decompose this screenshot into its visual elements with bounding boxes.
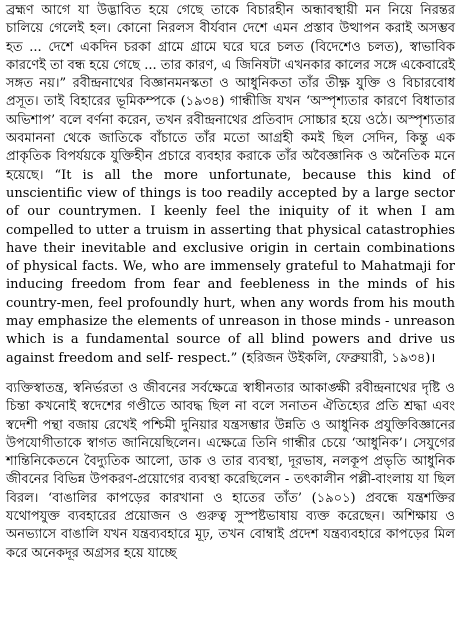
paragraph-gandhi-critique [6,2,455,368]
paragraph-gap [6,368,455,380]
english-quote: “It is all the more unfortunate, because this kind of unscientific view of things is too readily accepted by a large sector of our countrymen. I keenly feel the iniquity of it when I am compelled to utter a truism in asserting that physical catastrophies have their inevitable and exclusive origin in certain combinations of physical facts. We, who are immensely grateful to Mahatmaji for inducing freedom from fear and feebleness in the minds of his country-men, feel profoundly hurt, when any words from his mouth may emphasize the elements of unreason in those minds - unreason which is a fundamental source of all blind powers and drive us against freedom and self- respect.” [6,167,456,366]
paragraph-modernity: ব্যক্তিস্বাতন্ত্র, স্বনির্ভরতা ও জীবনের সর্বক্ষেত্রে স্বাধীনতার আকাঙ্ক্ষী রবীন্দ্রনাথের দৃষ্টি ও চিন্তা কখনোই স্বদেশের গণ্ডীতে আবদ্ধ ছিল না বলে সনাতন ঐতিহ্যের প্রতি শ্রদ্ধা এবং স্বদেশী পন্থা বজায় রেখেই পশ্চিমী দুনিয়ার যন্ত্রসম্ভার উন্নতি ও আধুনিক প্রযুক্তিবিজ্ঞানের উপযোগীতাকে স্বাগত জানিয়েছিলেন। এক্ষেত্রে তিনি গান্ধীর চেয়ে ‘আধুনিক’। সেযুগের শান্তিনিকেতনে বৈদ্যুতিক আলো, ডাক ও তার ব্যবস্থা, দূরভাষ, নলকূপ প্রভৃতি আধুনিক জীবনের বিভিন্ন উপকরণ-প্রয়োগের ব্যবস্থা করেছিলেন - তৎকালীন পল্লী-বাংলায় যা ছিল বিরল। ‘বাঙালির কাপড়ের কারখানা ও হাতের তাঁত’ (১৯০১) প্রবন্ধে যন্ত্রশক্তির যথোপযুক্ত ব্যবহারের প্রয়োজন ও গুরুত্ব সুস্পষ্টভাষায় ব্যক্ত করেছেন। অশিক্ষায় ও অনভ্যাসে বাঙালি যখন যন্ত্রব্যবহারে মূঢ়, তখন বোম্বাই প্রদেশ যন্ত্রব্যবহারে কাপড়ের মিল করে অনেকদূর অগ্রসর হয়ে যাচ্ছে [6,380,455,561]
quote-citation: (হরিজন উইকলি, ফেব্রুয়ারী, ১৯৩৪)। [241,350,436,366]
bengali-intro-text: ব্রহ্মণ আগে যা উদ্ভাবিত হয়ে গেছে তাকে বিচারহীন অন্ধাবস্থায়ী মন নিয়ে নিরন্তর চালিয়ে গেলেই হল। কোনো নিরলস বীর্যবান দেশে এমন প্রস্তাব উত্থাপন করাই অসম্ভব হত ... দেশে একদিন চরকা গ্রামে গ্রামে ঘরে ঘরে চলত (বিদেশেও চলত), স্বাভাবিক কারণেই তা বন্ধ হয়ে গেছে ... তার কারণ, এ জিনিষটা এখনকার কালের সঙ্গে একেবারেই সঙ্গত নয়।” রবীন্দ্রনাথের বিজ্ঞানমনস্কতা ও আধুনিকতা তাঁর তীক্ষ্ণ যুক্তি ও বিচারবোধ প্রসূত। তাই বিহারের ভূমিকম্পকে (১৯৩৪) গান্ধীজি যখন ‘অস্পৃশ্যতার কারণে বিধাতার অভিশাপ’ বলে বর্ণনা করেন, তখন রবীন্দ্রনাথের প্রতিবাদ সোচ্চার হয়ে ওঠে। অস্পৃশ্যতার অবমাননা থেকে জাতিকে বাঁচাতে তাঁর মতো আগ্রহী কমই ছিল সেদিন, কিন্তু এক প্রাকৃতিক বিপর্যয়কে যুক্তিহীন প্রচারে ব্যবহার করাকে তাঁর অবৈজ্ঞানিক ও অনৈতিক মনে হয়েছে। [6,3,455,183]
